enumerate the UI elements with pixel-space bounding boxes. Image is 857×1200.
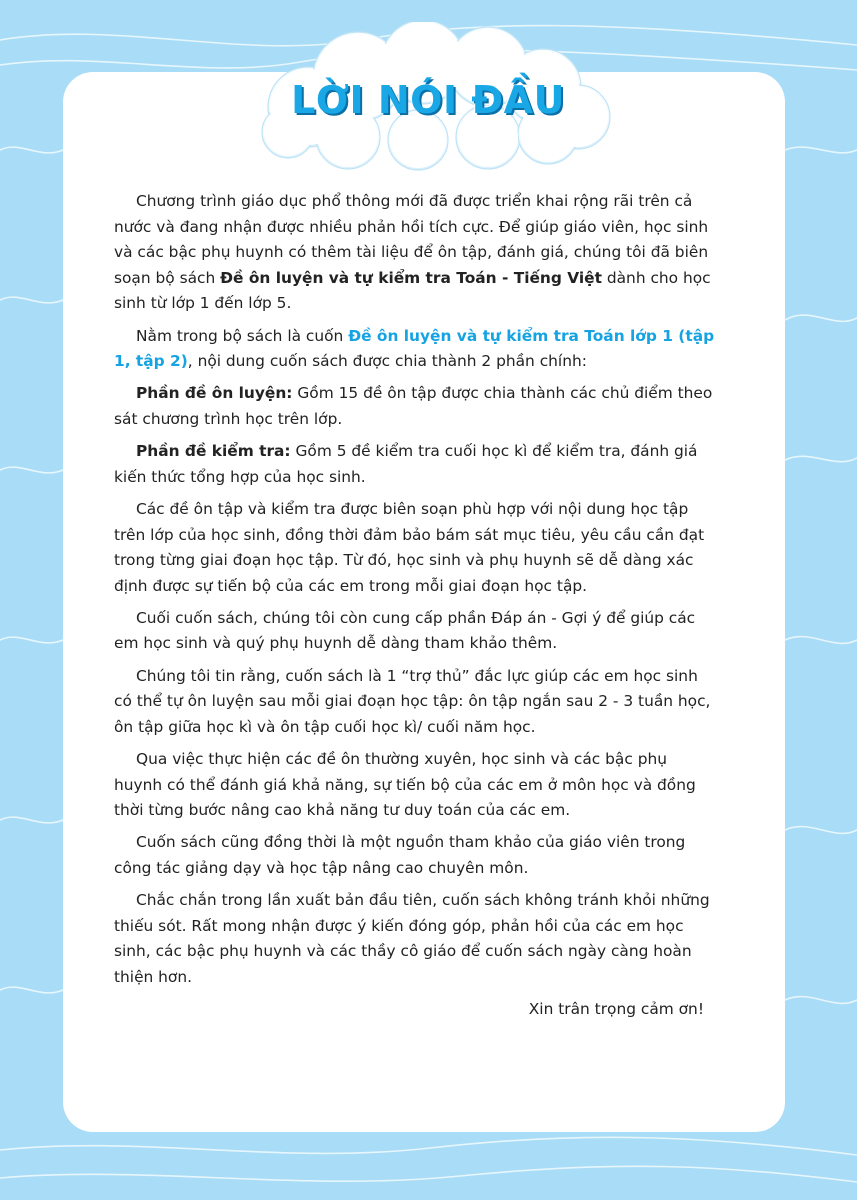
paragraph-7: Chúng tôi tin rằng, cuốn sách là 1 “trợ thủ” đắc lực giúp các em học sinh có thể tự ôn luyện sau mỗi giai đoạn học tập: ôn tập ngắn sau 2 - 3 tuần học, ôn tập giữa học kì và ôn tập cuối học kì/ cuối năm học. (114, 666, 711, 736)
section-label-test: Phần đề kiểm tra: (136, 442, 291, 461)
signature: Xin trân trọng cảm ơn! (528, 1000, 704, 1019)
paragraph-6: Cuối cuốn sách, chúng tôi còn cung cấp phần Đáp án - Gợi ý để giúp các em học sinh và quý phụ huynh dễ dàng tham khảo thêm. (114, 608, 696, 653)
paragraph-9: Cuốn sách cũng đồng thời là một nguồn tham khảo của giáo viên trong công tác giảng dạy và học tập nâng cao chuyên môn. (114, 833, 686, 877)
paragraph-4: Phần đề kiểm tra: Gồm 5 đề kiểm tra cuối học kì để kiểm tra, đánh giá kiến thức tổng hợp của học sinh. (114, 442, 698, 486)
paragraph-10: Chắc chắn trong lần xuất bản đầu tiên, cuốn sách không tránh khỏi những thiếu sót. Rất mong nhận được ý kiến đóng góp, phản hồi của các em học sinh, các bậc phụ huynh và các thầy cô giáo để cuốn sách ngày càng hoàn thiện hơn. (114, 891, 710, 986)
paragraph-2: Nằm trong bộ sách là cuốn Đề ôn luyện và tự kiểm tra Toán lớp 1 (tập 1, tập 2), nội dung cuốn sách được chia thành 2 phần chính: (114, 326, 715, 371)
paragraph-3: Phần đề ôn luyện: Gồm 15 đề ôn tập được chia thành các chủ điểm theo sát chương trình học trên lớp. (114, 384, 713, 428)
preface-body (114, 189, 718, 1029)
paragraph-1: Chương trình giáo dục phổ thông mới đã được triển khai rộng rãi trên cả nước và đang nhận được nhiều phản hồi tích cực. Để giúp giáo viên, học sinh và các bậc phụ huynh có thêm tài liệu để ôn tập, đánh giá, chúng tôi đã biên soạn bộ sách Đề ôn luyện và tự kiểm tra Toán - Tiếng Việt dành cho học sinh từ lớp 1 đến lớp 5. (114, 192, 711, 313)
book-title: Đề ôn luyện và tự kiểm tra Toán lớp 1 (tập 1, tập 2) (114, 326, 715, 371)
paragraph-8: Qua việc thực hiện các đề ôn thường xuyên, học sinh và các bậc phụ huynh có thể đánh giá khả năng, sự tiến bộ của các em ở môn học và đồng thời từng bước nâng cao khả năng tư duy toán của các em. (114, 750, 696, 820)
section-label-practice: Phần đề ôn luyện: (136, 384, 293, 403)
paragraph-5: Các đề ôn tập và kiểm tra được biên soạn phù hợp với nội dung học tập trên lớp của học sinh, đồng thời đảm bảo bám sát mục tiêu, yêu cầu cần đạt trong từng giai đoạn học tập. Từ đó, học sinh và phụ huynh sẽ dễ dàng xác định được sự tiến bộ của các em trong mỗi giai đoạn học tập. (114, 499, 705, 595)
page-title: LỜI NÓI ĐẦU (291, 78, 565, 122)
series-title: Đề ôn luyện và tự kiểm tra Toán - Tiếng Việt (220, 268, 602, 287)
